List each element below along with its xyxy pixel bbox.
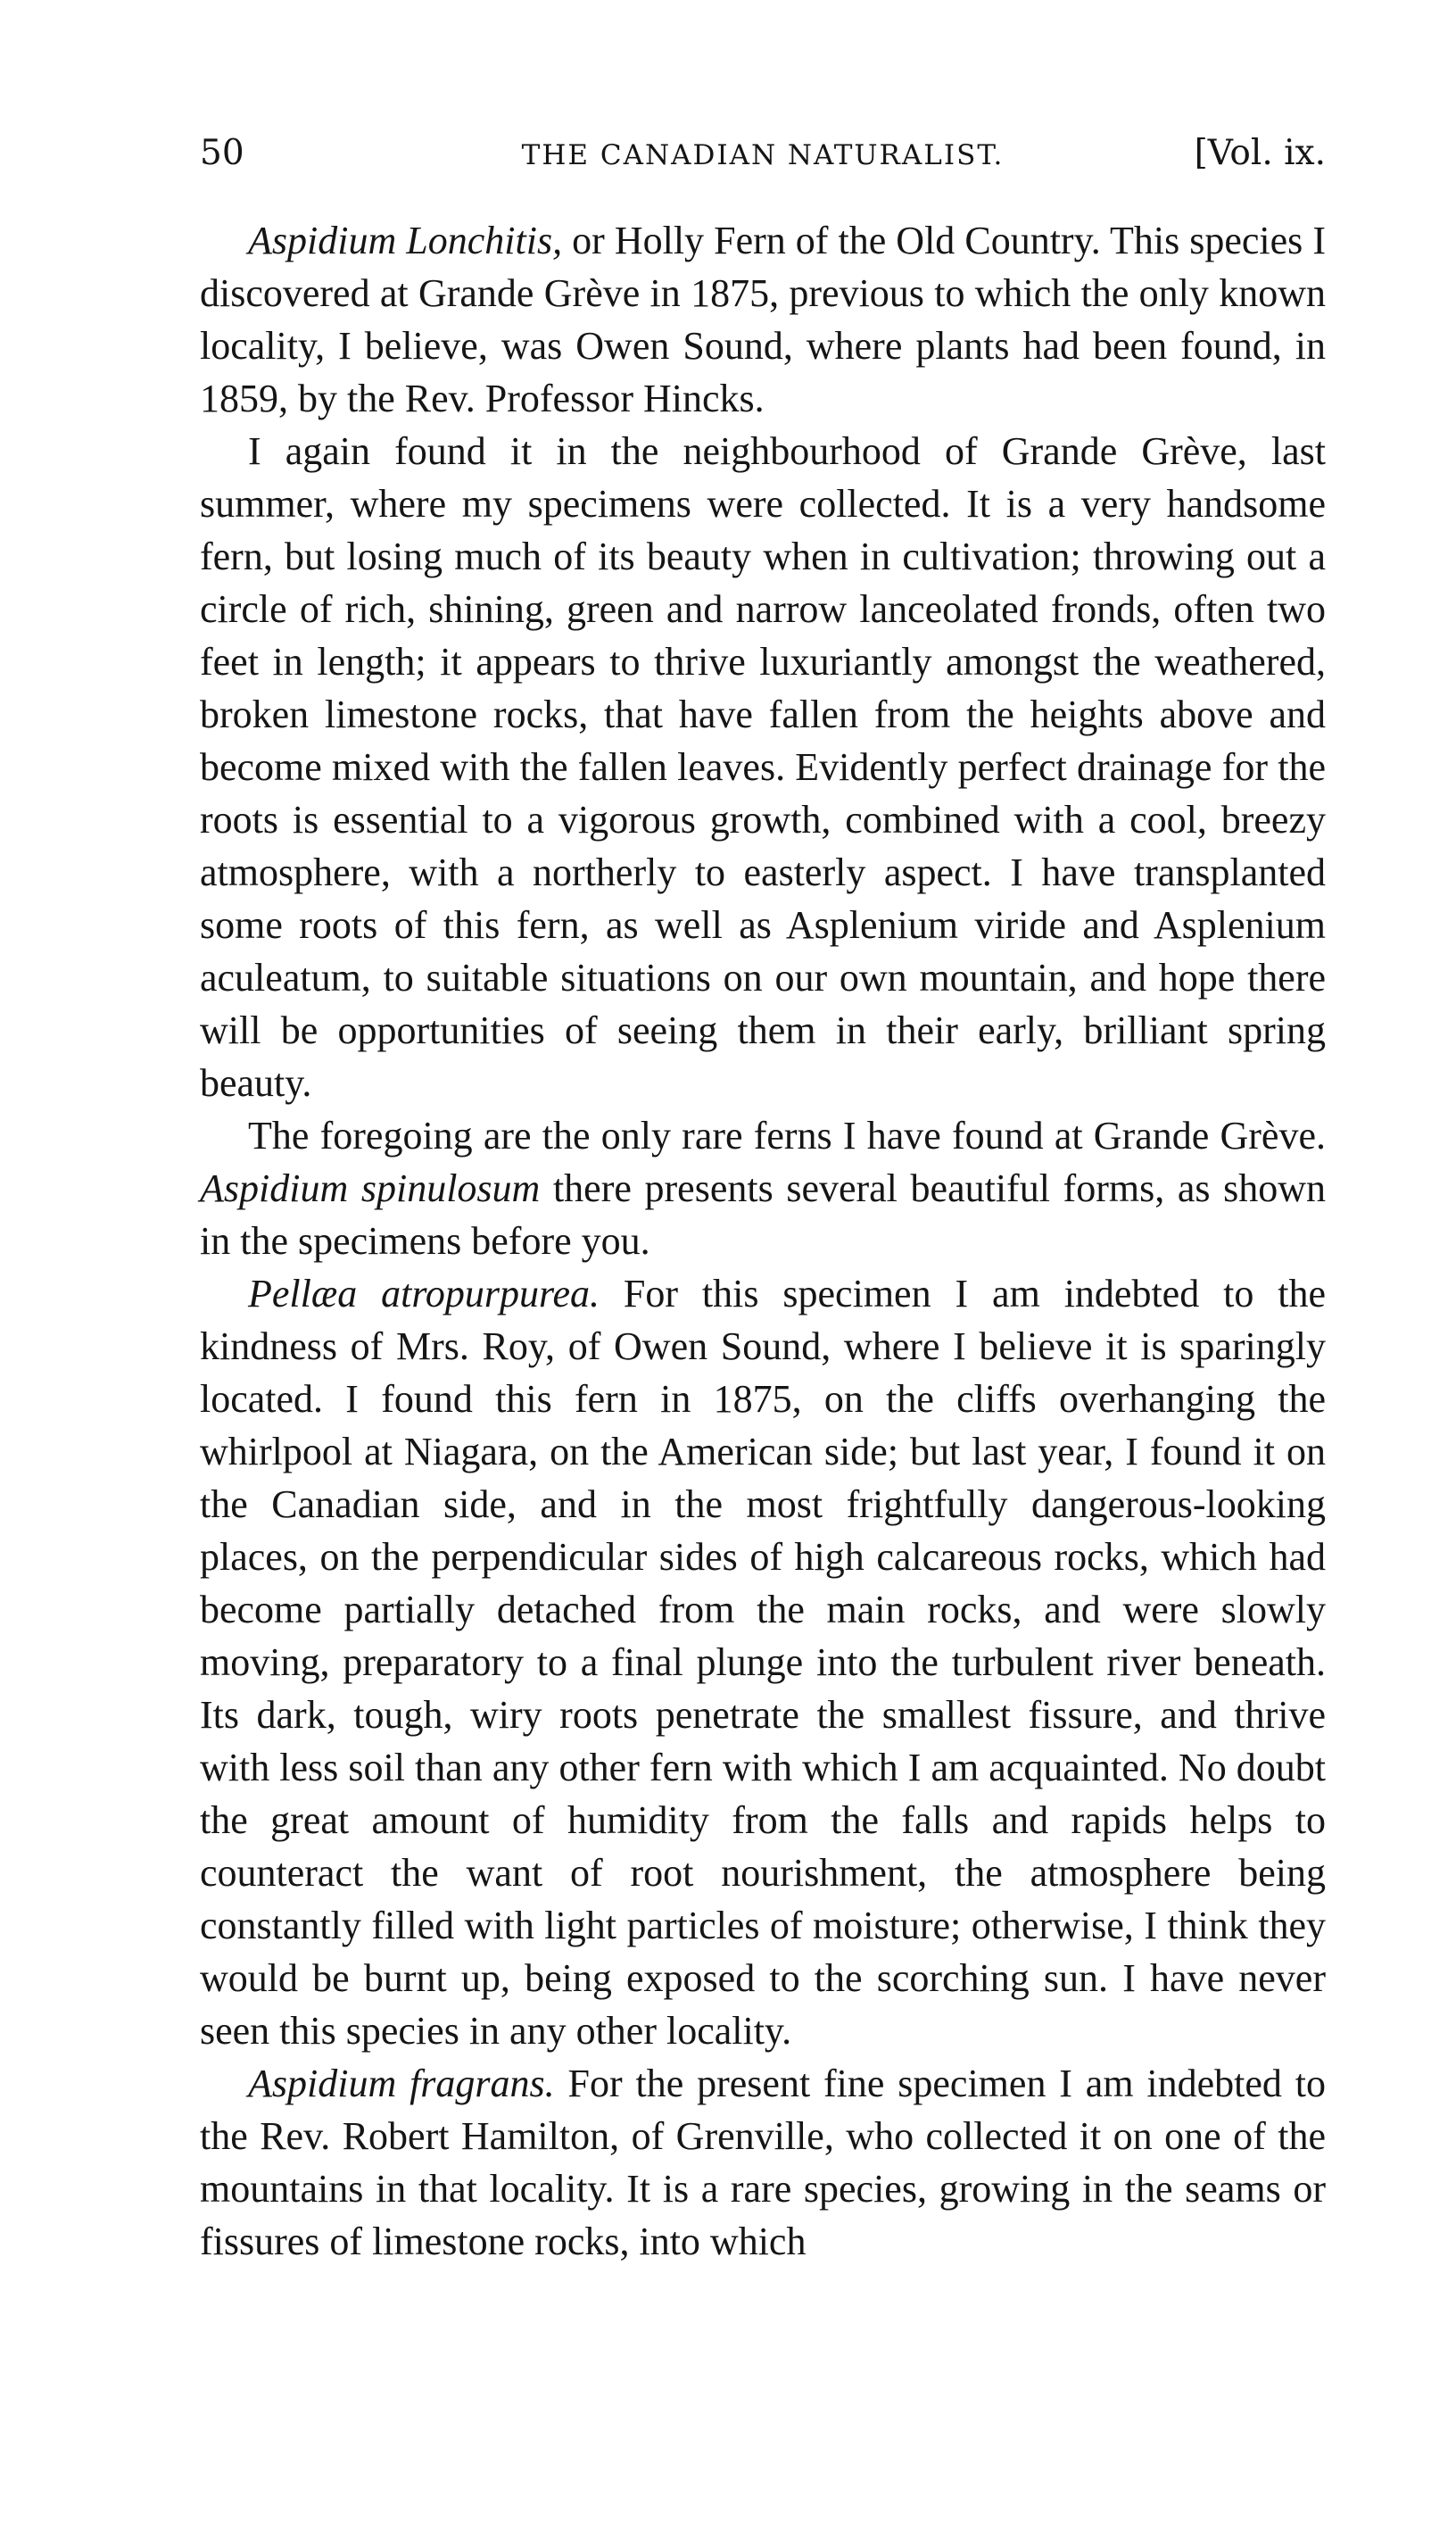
running-head (200, 125, 1326, 182)
paragraph-aspidium-fragrans (200, 2057, 1326, 2268)
paragraph-aspidium-lonchitis (200, 214, 1326, 425)
species-name: Aspidium fragrans. (248, 2062, 555, 2105)
volume-label: [Vol. ix. (1194, 133, 1326, 173)
paragraph-text: I again found it in the neighbourhood of Grande Grève, last summer, where my specimens were collected. It is a very handsome fern, but losing much of its beauty when in cultivation; throwing out a circle of rich, shining, green and narrow lanceolated fronds, often two feet in length; it appears to thrive luxuriantly amongst the weathered, broken limestone rocks, that have fallen from the heights above and become mixed with the fallen leaves. Evidently perfect drainage for the roots is essential to a vigorous growth, combined with a cool, breezy atmosphere, with a northerly to easterly aspect. I have transplanted some roots of this fern, as well as Asplenium viride and Asplenium aculeatum, to suitable situations on our own mountain, and hope there will be opportunities of seeing them in their early, brilliant spring beauty. (200, 429, 1326, 1105)
paragraph-text: For the present fine specimen I am indebted to the Rev. Robert Hamilton, of Grenville, who collected it on one of the mountains in that locality. It is a rare species, growing in the seams or fissures of limestone rocks, into which (200, 2062, 1326, 2263)
paragraph-text: The foregoing are the only rare ferns I have found at Grande Grève. (248, 1114, 1326, 1158)
paragraph-text: or Holly Fern of the Old Country. This species I discovered at Grande Grève in 1875, previous to which the only known locality, I believe, was Owen Sound, where plants had been found, in 1859, by the Rev. Professor Hincks. (200, 219, 1326, 420)
journal-title: THE CANADIAN NATURALIST. (521, 139, 1005, 171)
species-name: Aspidium Lonchitis, (248, 219, 563, 262)
paragraph-grande-greve (200, 425, 1326, 1109)
species-name: Pellæa atropurpurea. (248, 1272, 600, 1315)
paragraph-text: there presents several beautiful forms, as shown in the specimens before you. (200, 1166, 1326, 1263)
page-number: 50 (200, 133, 244, 173)
paragraph-rare-ferns (200, 1109, 1326, 1267)
book-page (200, 125, 1326, 2268)
species-name: Aspidium spinulosum (200, 1166, 541, 1210)
article-body (200, 214, 1326, 2268)
paragraph-text: For this specimen I am indebted to the kindness of Mrs. Roy, of Owen Sound, where I believe it is sparingly located. I found this fern in 1875, on the cliffs overhanging the whirlpool at Niagara, on the American side; but last year, I found it on the Canadian side, and in the most frightfully dangerous-looking places, on the perpendicular sides of high calcareous rocks, which had become partially detached from the main rocks, and were slowly moving, preparatory to a final plunge into the turbulent river beneath. Its dark, tough, wiry roots penetrate the smallest fissure, and thrive with less soil than any other fern with which I am acquainted. No doubt the great amount of humidity from the falls and rapids helps to counteract the want of root nourishment, the atmosphere being constantly filled with light particles of moisture; otherwise, I think they would be burnt up, being exposed to the scorching sun. I have never seen this species in any other locality. (200, 1272, 1327, 2053)
paragraph-pellaea-atropurpurea (200, 1267, 1326, 2057)
